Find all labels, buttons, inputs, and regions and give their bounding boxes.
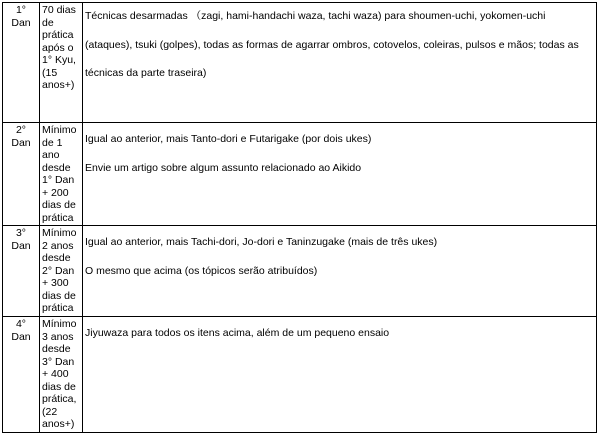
grade-label: 3° Dan <box>11 227 31 252</box>
grade-cell <box>3 123 40 226</box>
description-cell <box>83 123 597 226</box>
description-line: (ataques), tsuki (golpes), todas as formas de agarrar ombros, cotovelos, coleiras, pulsos e mãos; todas as <box>85 38 579 51</box>
description-line: O mesmo que acima (os tópicos serão atribuídos) <box>85 264 318 277</box>
grade-cell <box>3 226 40 317</box>
description-cell <box>83 226 597 317</box>
requirement-cell <box>40 226 83 317</box>
description-line: Igual ao anterior, mais Tanto-dori e Futarigake (por dois ukes) <box>85 133 372 145</box>
description-cell <box>83 3 597 123</box>
description-line: técnicas da parte traseira) <box>85 67 207 79</box>
grade-label: 2° Dan <box>11 124 31 149</box>
description-line: Igual ao anterior, mais Tachi-dori, Jo-dori e Taninzugake (mais de três ukes) <box>85 236 438 248</box>
requirement-text: Mínimo de 1 ano desde 1° Dan + 200 dias de prática <box>42 124 77 224</box>
requirement-text: Mínimo 2 anos desde 2° Dan + 300 dias de prática <box>42 227 77 314</box>
table-row <box>3 123 597 226</box>
grade-cell <box>3 317 40 433</box>
description-cell <box>83 317 597 433</box>
requirement-text: Mínimo 3 anos desde 3° Dan + 400 dias de prática, (22 anos+) <box>42 318 77 430</box>
description-line: Envie um artigo sobre algum assunto relacionado ao Aikido <box>85 161 362 174</box>
description-line: Técnicas desarmadas （zagi, hami-handachi waza, tachi waza) para shoumen-uchi, yokomen-uchi <box>85 10 546 22</box>
table-row <box>3 317 597 433</box>
requirement-cell <box>40 317 83 433</box>
table-row <box>3 3 597 123</box>
description-line: Jiyuwaza para todos os itens acima, além de um pequeno ensaio <box>85 327 390 339</box>
requirement-cell <box>40 3 83 123</box>
dan-requirements-table <box>2 2 597 433</box>
requirement-text: 70 dias de prática após o 1° Kyu, (15 anos+) <box>42 4 76 91</box>
grade-label: 4° Dan <box>11 318 31 343</box>
table-row <box>3 226 597 317</box>
grade-cell <box>3 3 40 123</box>
grade-label: 1° Dan <box>11 4 31 29</box>
requirement-cell <box>40 123 83 226</box>
